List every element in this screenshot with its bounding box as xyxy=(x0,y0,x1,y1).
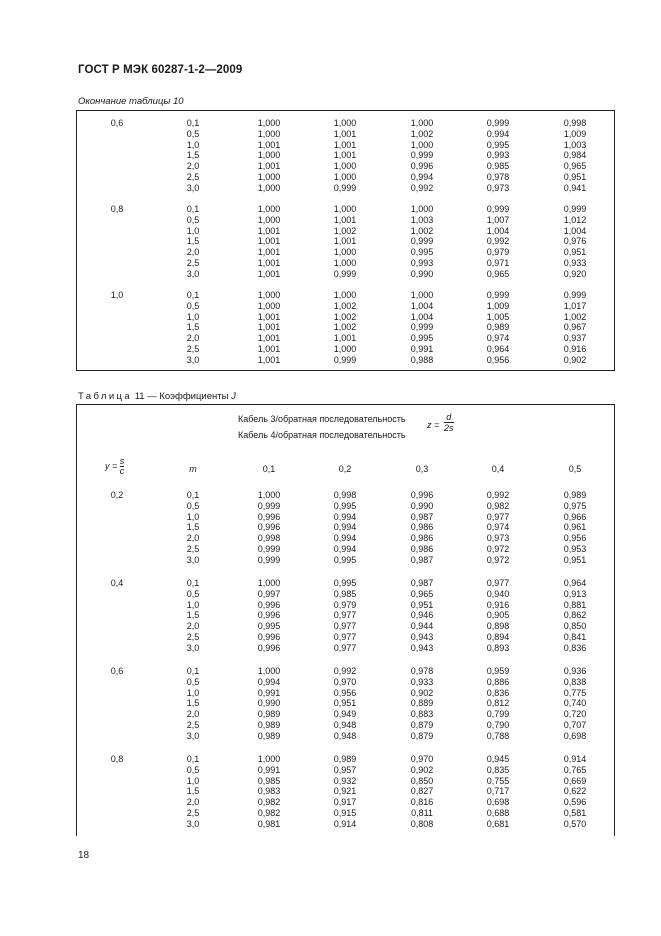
z-value-header: 0,4 xyxy=(491,464,505,474)
table11-title-symbol: J xyxy=(231,391,236,402)
value-column: 1,000 1,003 1,002 0,999 0,995 0,993 0,990 xyxy=(410,204,434,279)
value-column: 0,989 0,957 0,932 0,921 0,917 0,915 0,914 xyxy=(333,754,357,829)
value-column: 0,999 0,994 0,995 0,993 0,985 0,978 0,973 xyxy=(486,118,510,193)
y-fraction xyxy=(120,457,125,476)
standard-header: ГОСТ Р МЭК 60287-1-2—2009 xyxy=(78,64,243,76)
value-column: 0,987 0,965 0,951 0,946 0,944 0,943 0,943 xyxy=(410,578,434,653)
value-column: 0,914 0,765 0,669 0,622 0,596 0,581 0,570 xyxy=(563,754,587,829)
value-column: 0,936 0,838 0,775 0,740 0,720 0,707 0,698 xyxy=(563,666,587,741)
z-value-header: 0,3 xyxy=(415,464,429,474)
y-value: 1,0 xyxy=(110,290,124,300)
m-column: 0,1 0,5 1,0 1,5 2,0 2,5 3,0 xyxy=(186,754,200,829)
value-column: 0,978 0,933 0,902 0,889 0,883 0,879 0,879 xyxy=(410,666,434,741)
value-column: 1,000 1,002 1,000 0,999 0,996 0,994 0,992 xyxy=(410,118,434,193)
m-column: 0,1 0,5 1,0 1,5 2,0 2,5 3,0 xyxy=(186,578,200,653)
value-column: 0,999 1,009 1,005 0,989 0,974 0,964 0,956 xyxy=(486,290,510,365)
value-column: 0,995 0,985 0,979 0,977 0,977 0,977 0,977 xyxy=(333,578,357,653)
y-label: y = xyxy=(105,460,118,471)
value-column: 1,000 1,004 1,004 0,999 0,995 0,991 0,988 xyxy=(410,290,434,365)
value-column: 0,999 1,007 1,004 0,992 0,979 0,971 0,965 xyxy=(486,204,510,279)
m-column-header: m xyxy=(189,464,197,474)
value-column: 0,998 0,995 0,994 0,994 0,994 0,994 0,995 xyxy=(333,490,357,565)
table10-caption: Окончание таблицы 10 xyxy=(78,96,184,107)
m-column: 0,1 0,5 1,0 1,5 2,0 2,5 3,0 xyxy=(186,290,200,365)
y-header xyxy=(105,457,124,476)
value-column: 0,992 0,982 0,977 0,974 0,973 0,972 0,972 xyxy=(486,490,510,565)
cable3-label: Кабель 3/обратная последовательность xyxy=(238,414,406,424)
table11-title-dash: — xyxy=(147,391,157,402)
value-column: 0,998 1,009 1,003 0,984 0,965 0,951 0,941 xyxy=(563,118,587,193)
table11-title-word: Таблица xyxy=(78,391,133,402)
y-numerator: s xyxy=(119,456,125,466)
table11-title-number: 11 xyxy=(134,391,145,402)
value-column: 1,000 0,994 0,991 0,990 0,989 0,989 0,989 xyxy=(257,666,281,741)
z-value-header: 0,5 xyxy=(568,464,582,474)
value-column: 1,000 0,991 0,985 0,983 0,982 0,982 0,981 xyxy=(257,754,281,829)
z-value-header: 0,2 xyxy=(338,464,352,474)
value-column: 0,959 0,886 0,836 0,812 0,799 0,790 0,788 xyxy=(486,666,510,741)
y-value: 0,6 xyxy=(110,666,124,676)
z-value-header: 0,1 xyxy=(262,464,276,474)
y-value: 0,8 xyxy=(110,204,124,214)
z-fraction xyxy=(444,412,454,433)
value-column: 1,000 1,001 1,001 1,001 1,000 1,000 0,999 xyxy=(333,118,357,193)
value-column: 0,945 0,835 0,755 0,717 0,698 0,688 0,681 xyxy=(486,754,510,829)
value-column: 0,970 0,902 0,850 0,827 0,816 0,811 0,808 xyxy=(410,754,434,829)
z-label: z = xyxy=(427,420,440,430)
cable4-label: Кабель 4/обратная последовательность xyxy=(238,430,406,440)
value-column: 0,964 0,913 0,881 0,862 0,850 0,841 0,836 xyxy=(563,578,587,653)
value-column: 1,000 0,997 0,996 0,996 0,995 0,996 0,996 xyxy=(257,578,281,653)
m-column: 0,1 0,5 1,0 1,5 2,0 2,5 3,0 xyxy=(186,118,200,193)
value-column: 1,000 1,000 1,001 1,001 1,001 1,001 1,001 xyxy=(257,290,281,365)
z-denominator: 2s xyxy=(444,423,454,433)
value-column: 1,000 0,999 0,996 0,996 0,998 0,999 0,999 xyxy=(257,490,281,565)
y-value: 0,2 xyxy=(110,490,124,500)
value-column: 1,000 1,000 1,001 1,000 1,001 1,000 1,000 xyxy=(257,118,281,193)
value-column: 0,989 0,975 0,966 0,961 0,956 0,953 0,951 xyxy=(563,490,587,565)
y-denominator: c xyxy=(119,466,125,476)
value-column: 1,000 1,001 1,002 1,001 1,000 1,000 0,999 xyxy=(333,204,357,279)
y-value: 0,6 xyxy=(110,118,124,128)
table11-title-text: Коэффициенты xyxy=(159,391,229,402)
value-column: 1,000 1,000 1,001 1,001 1,001 1,001 1,001 xyxy=(257,204,281,279)
value-column: 0,992 0,970 0,956 0,951 0,949 0,948 0,948 xyxy=(333,666,357,741)
y-value: 0,4 xyxy=(110,578,124,588)
value-column: 0,999 1,012 1,004 0,976 0,951 0,933 0,920 xyxy=(563,204,587,279)
table11-title xyxy=(78,391,236,402)
value-column: 0,996 0,990 0,987 0,986 0,986 0,986 0,987 xyxy=(410,490,434,565)
y-value: 0,8 xyxy=(110,754,124,764)
m-column: 0,1 0,5 1,0 1,5 2,0 2,5 3,0 xyxy=(186,490,200,565)
value-column: 0,977 0,940 0,916 0,905 0,898 0,894 0,893 xyxy=(486,578,510,653)
z-numerator: d xyxy=(444,412,454,423)
value-column: 0,999 1,017 1,002 0,967 0,937 0,916 0,902 xyxy=(563,290,587,365)
page-number: 18 xyxy=(78,850,90,861)
m-column: 0,1 0,5 1,0 1,5 2,0 2,5 3,0 xyxy=(186,204,200,279)
m-column: 0,1 0,5 1,0 1,5 2,0 2,5 3,0 xyxy=(186,666,200,741)
value-column: 1,000 1,002 1,002 1,002 1,001 1,000 0,999 xyxy=(333,290,357,365)
